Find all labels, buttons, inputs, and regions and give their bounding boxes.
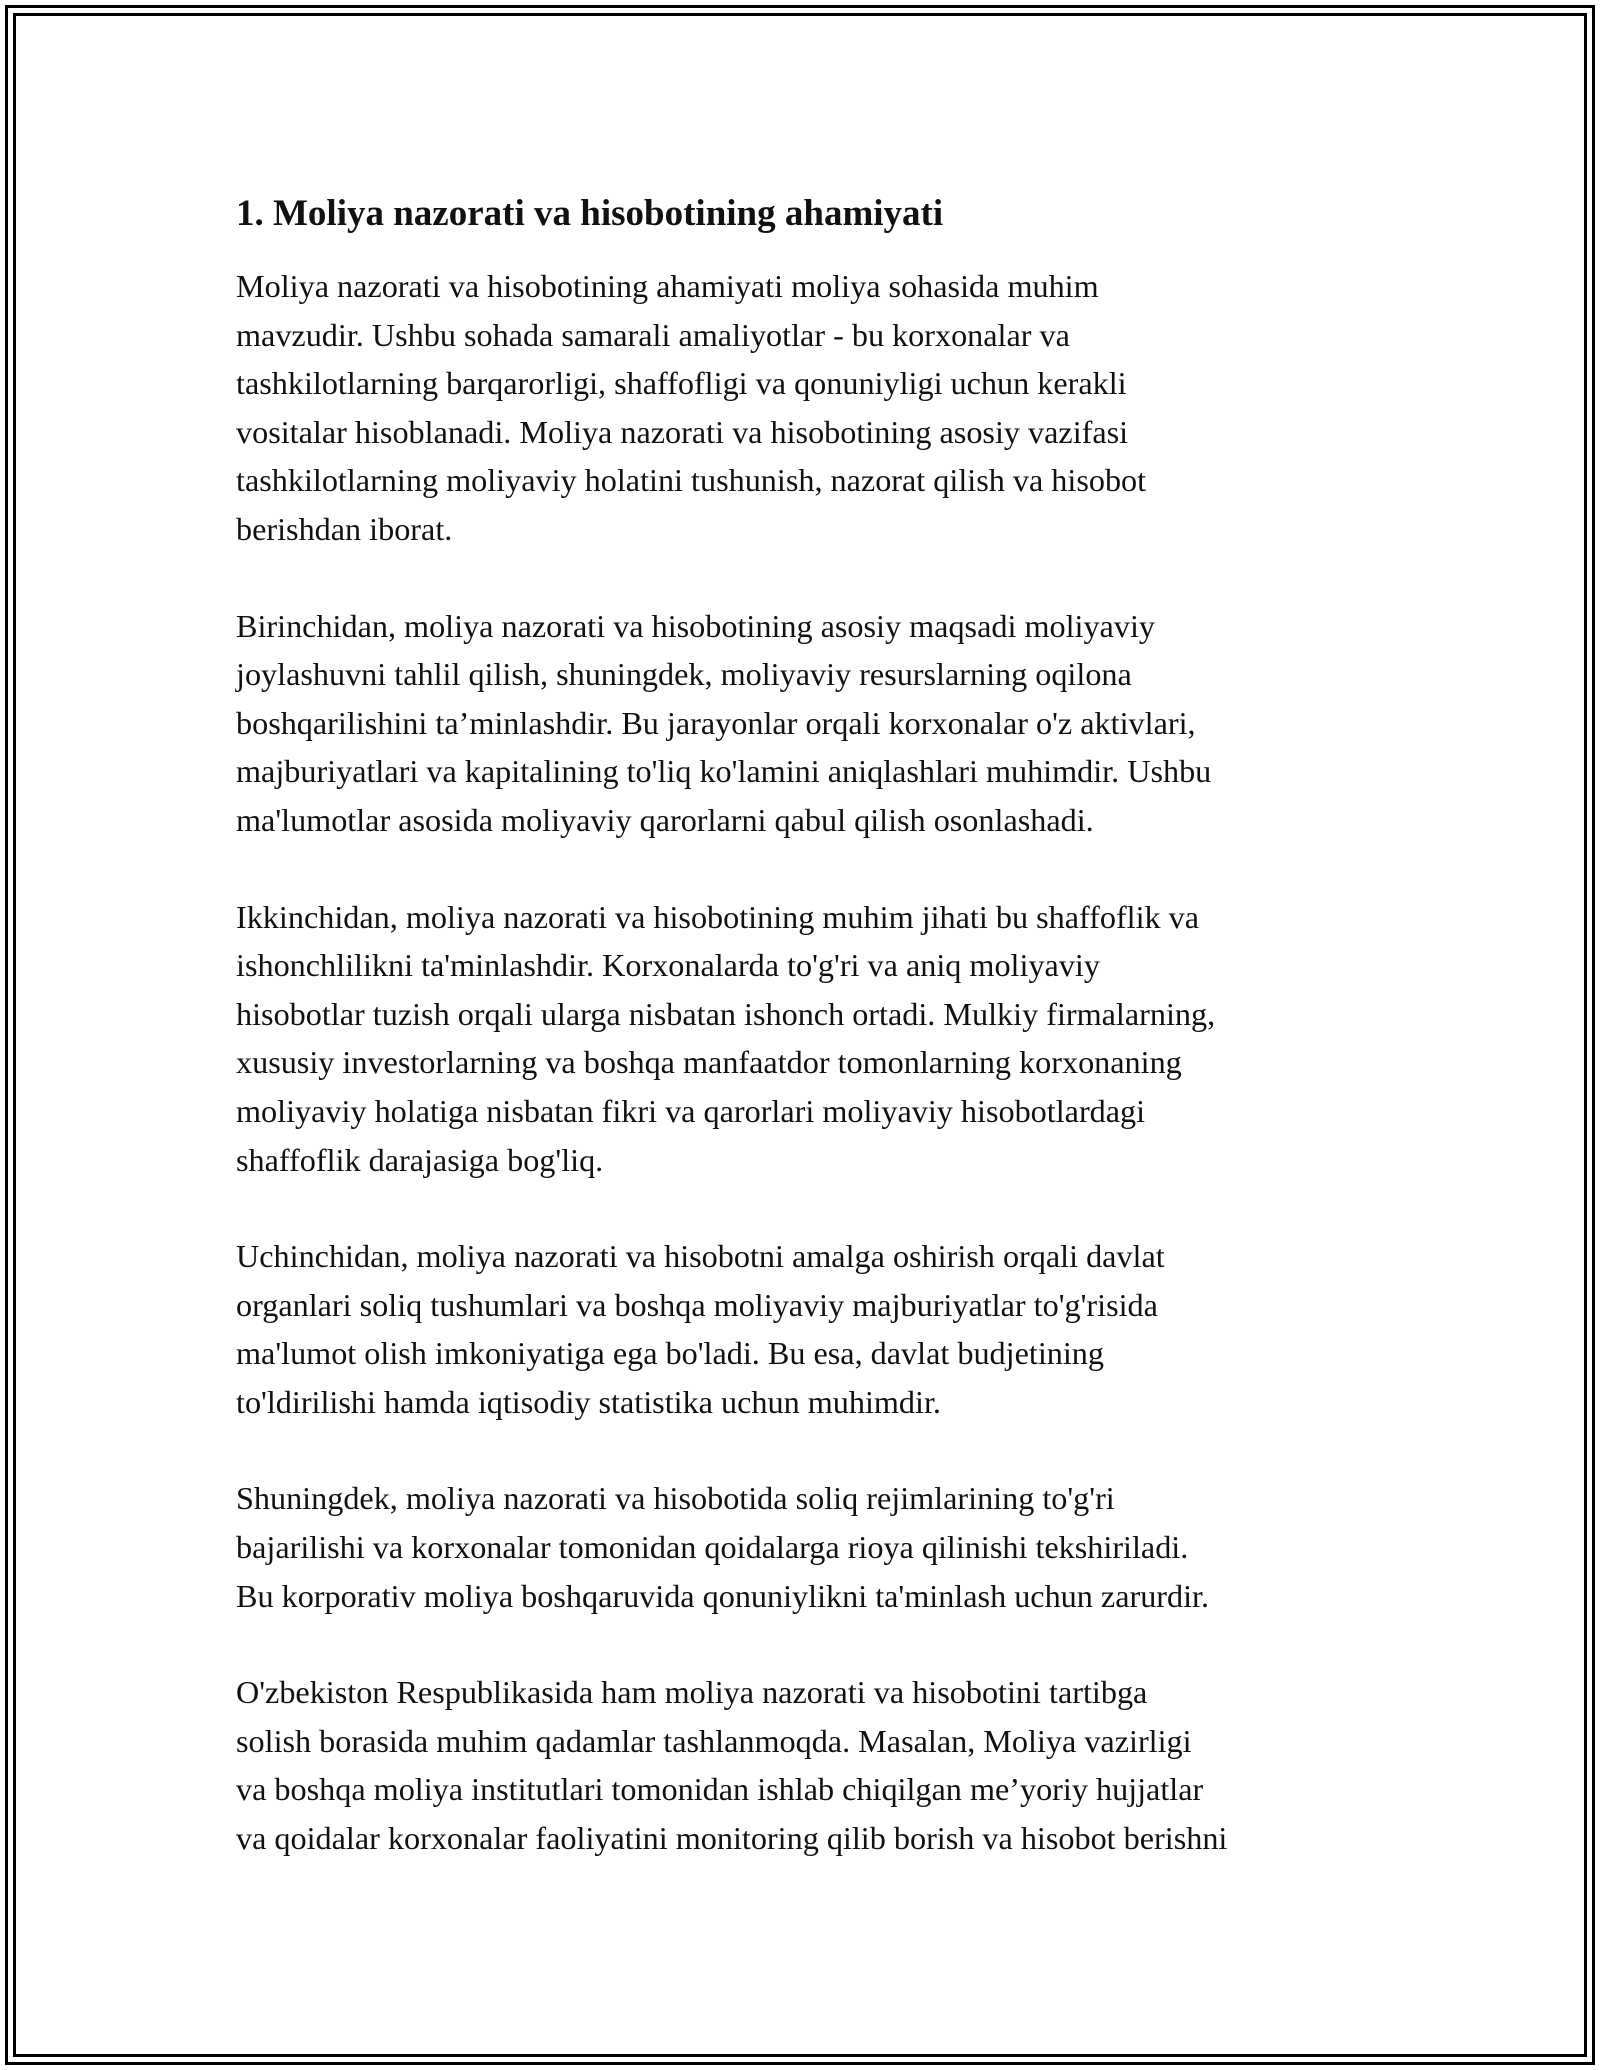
text-line: Moliya nazorati va hisobotining ahamiyati moliya sohasida muhim [236,268,1099,304]
text-line: tashkilotlarning barqarorligi, shaffofligi va qonuniyligi uchun kerakli [236,365,1127,402]
text-line: Birinchidan, moliya nazorati va hisobotining asosiy maqsadi moliyaviy [236,607,1155,644]
text-line: boshqarilishini ta’minlashdir. Bu jarayonlar orqali korxonalar o'z aktivlari, [236,704,1196,741]
text-line: Uchinchidan, moliya nazorati va hisobotni amalga oshirish orqali davlat [236,1238,1165,1275]
text-line: va boshqa moliya institutlari tomonidan ishlab chiqilgan me’yoriy hujjatlar [236,1771,1204,1808]
paragraph [236,893,1386,1185]
text-line: mavzudir. Ushbu sohada samarali amaliyotlar - bu korxonalar va [236,316,1070,353]
text-line: Ikkinchidan, moliya nazorati va hisobotining muhim jihati bu shaffoflik va [236,898,1200,935]
text-line: berishdan iborat. [236,510,453,547]
text-line: Bu korporativ moliya boshqaruvida qonuniylikni ta'minlash uchun zarurdir. [236,1577,1210,1614]
paragraph [236,602,1386,845]
text-line: shaffoflik darajasiga bog'liq. [236,1141,604,1178]
text-line: tashkilotlarning moliyaviy holatini tushunish, nazorat qilish va hisobot [236,462,1147,499]
text-line: xususiy investorlarning va boshqa manfaatdor tomonlarning korxonaning [236,1044,1182,1081]
text-line: joylashuvni tahlil qilish, shuningdek, moliyaviy resurslarning oqilona [236,656,1132,693]
text-line: ma'lumot olish imkoniyatiga ega bo'ladi. Bu esa, davlat budjetining [236,1335,1104,1372]
paragraph [236,1668,1386,1862]
paragraph [236,262,1386,554]
text-line: solish borasida muhim qadamlar tashlanmoqda. Masalan, Moliya vazirligi [236,1722,1192,1759]
paragraph [236,1232,1386,1426]
text-line: organlari soliq tushumlari va boshqa moliyaviy majburiyatlar to'g'risida [236,1286,1158,1323]
text-line: vositalar hisoblanadi. Moliya nazorati va hisobotining asosiy vazifasi [236,413,1129,450]
document-body [236,186,1386,1911]
text-line: bajarilishi va korxonalar tomonidan qoidalarga rioya qilinishi tekshiriladi. [236,1529,1189,1566]
text-line: majburiyatlari va kapitalining to'liq ko'lamini aniqlashlari muhimdir. Ushbu [236,753,1212,790]
text-line: ishonchlilikni ta'minlashdir. Korxonalarda to'g'ri va aniq moliyaviy [236,947,1100,984]
section-heading: 1. Moliya nazorati va hisobotining ahamiyati [236,193,944,234]
text-line: ma'lumotlar asosida moliyaviy qarorlarni qabul qilish osonlashadi. [236,801,1094,838]
paragraph [236,1474,1386,1620]
text-line: Shuningdek, moliya nazorati va hisobotida soliq rejimlarining to'g'ri [236,1480,1115,1517]
text-line: va qoidalar korxonalar faoliyatini monitoring qilib borish va hisobot berishni [236,1820,1228,1857]
text-line: hisobotlar tuzish orqali ularga nisbatan ishonch ortadi. Mulkiy firmalarning, [236,995,1216,1032]
text-line: to'ldirilishi hamda iqtisodiy statistika uchun muhimdir. [236,1383,941,1420]
text-line: moliyaviy holatiga nisbatan fikri va qarorlari moliyaviy hisobotlardagi [236,1092,1146,1129]
text-line: O'zbekiston Respublikasida ham moliya nazorati va hisobotini tartibga [236,1674,1148,1711]
